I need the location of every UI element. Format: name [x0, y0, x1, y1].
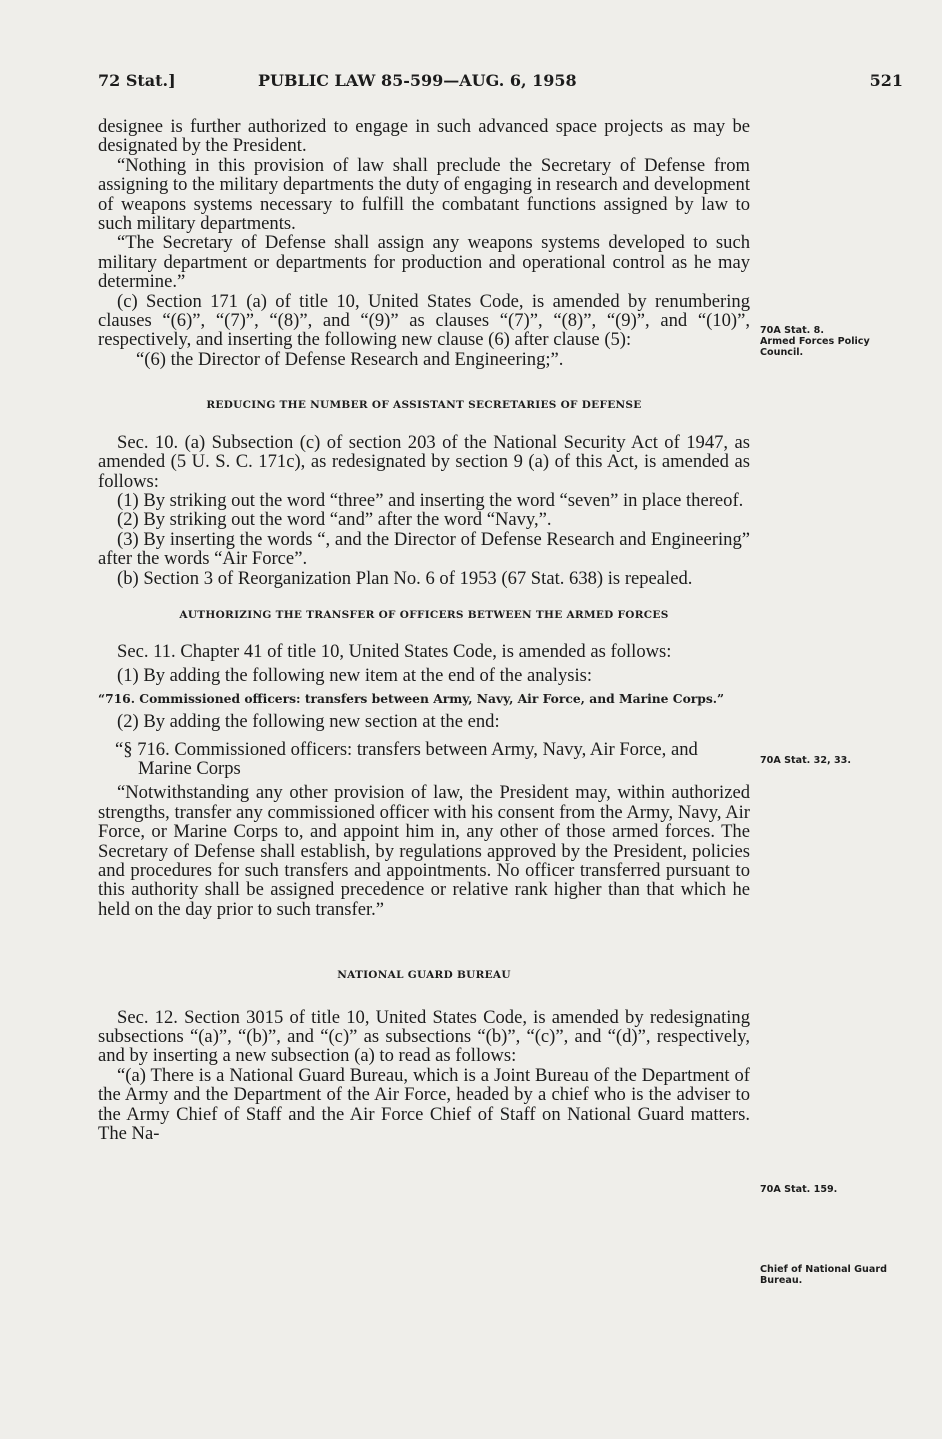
margin-note-topic: Chief of National Guard Bureau.: [760, 1264, 887, 1286]
margin-note-topic: Armed Forces Policy Council.: [760, 336, 870, 358]
paragraph: (1) By striking out the word “three” and inserting the word “seven” in place thereof.: [117, 489, 744, 511]
margin-note-citation: 70A Stat. 159.: [760, 1184, 838, 1195]
paragraph: (3) By inserting the words “, and the Director of Defense Research and Engineering” after the words “Air Force”.: [98, 528, 750, 570]
paragraph: “The Secretary of Defense shall assign any weapons systems developed to such military department or departments for production and operational control as he may determine.”: [98, 232, 750, 293]
section-heading: REDUCING THE NUMBER OF ASSISTANT SECRETARIES OF DEFENSE: [206, 399, 642, 412]
paragraph: designee is further authorized to engage in such advanced space projects as may be designated by the President.: [98, 116, 750, 157]
section-heading: NATIONAL GUARD BUREAU: [337, 969, 511, 982]
margin-note-citation: 70A Stat. 8.: [760, 325, 824, 336]
page-number: 521: [869, 71, 903, 90]
page-title: PUBLIC LAW 85-599—AUG. 6, 1958: [258, 71, 577, 90]
paragraph: “(a) There is a National Guard Bureau, which is a Joint Bureau of the Department of the Army and the Department of the Air Force, headed by a chief who is the adviser to the Army Chief of Staff and the Air Force Chief of Staff on National Guard matters. The Na-: [98, 1064, 750, 1145]
paragraph: (2) By striking out the word “and” after the word “Navy,”.: [117, 509, 552, 531]
paragraph: Sec. 12. Section 3015 of title 10, United States Code, is amended by redesignating subsections “(a)”, “(b)”, and “(c)” as subsections “(b)”, “(c)”, and “(d)”, respectively, and by inserting a new subsection (a) to read as follows:: [98, 1006, 750, 1067]
paragraph: (c) Section 171 (a) of title 10, United States Code, is amended by renumbering clauses “(6)”, “(7)”, “(8)”, and “(9)” as clauses “(7)”, “(8)”, “(9)”, and “(10)”, respectively, and inserting the following new clause (6) after clause (5):: [98, 290, 750, 351]
paragraph: (b) Section 3 of Reorganization Plan No. 6 of 1953 (67 Stat. 638) is repealed.: [117, 567, 693, 589]
volume-label: 72 Stat.]: [98, 71, 176, 90]
section-title: “§ 716. Commissioned officers: transfers between Army, Navy, Air Force, and Marine Corps: [115, 738, 698, 779]
section-heading: AUTHORIZING THE TRANSFER OF OFFICERS BETWEEN THE ARMED FORCES: [179, 608, 669, 621]
paragraph: “(6) the Director of Defense Research and Engineering;”.: [136, 348, 564, 370]
paragraph: “Notwithstanding any other provision of law, the President may, within authorized strengths, transfer any commissioned officer with his consent from the Army, Navy, Air Force, or Marine Corps to, and appoint him in, any other of those armed forces. The Secretary of Defense shall establish, by regulations approved by the President, policies and procedures for such transfers and appointments. No officer transferred pursuant to this authority shall be assigned precedence or relative rank higher than that which he held on the day prior to such transfer.”: [98, 782, 750, 920]
paragraph: Sec. 11. Chapter 41 of title 10, United States Code, is amended as follows:: [117, 641, 672, 663]
paragraph: “Nothing in this provision of law shall preclude the Secretary of Defense from assigning to the military departments the duty of engaging in research and development of weapons systems necessary to fulfill the combatant functions assigned by law to such military departments.: [98, 154, 750, 235]
body-text: [98, 117, 750, 1143]
margin-note-citation: 70A Stat. 32, 33.: [760, 755, 851, 766]
paragraph: Sec. 10. (a) Subsection (c) of section 203 of the National Security Act of 1947, as amended (5 U. S. C. 171c), as redesignated by section 9 (a) of this Act, is amended as follows:: [98, 431, 750, 492]
paragraph: (2) By adding the following new section at the end:: [117, 711, 500, 733]
paragraph: (1) By adding the following new item at the end of the analysis:: [117, 664, 593, 686]
analysis-item: “716. Commissioned officers: transfers between Army, Navy, Air Force, and Marine Corps.”: [98, 691, 725, 707]
running-header: [98, 71, 903, 95]
